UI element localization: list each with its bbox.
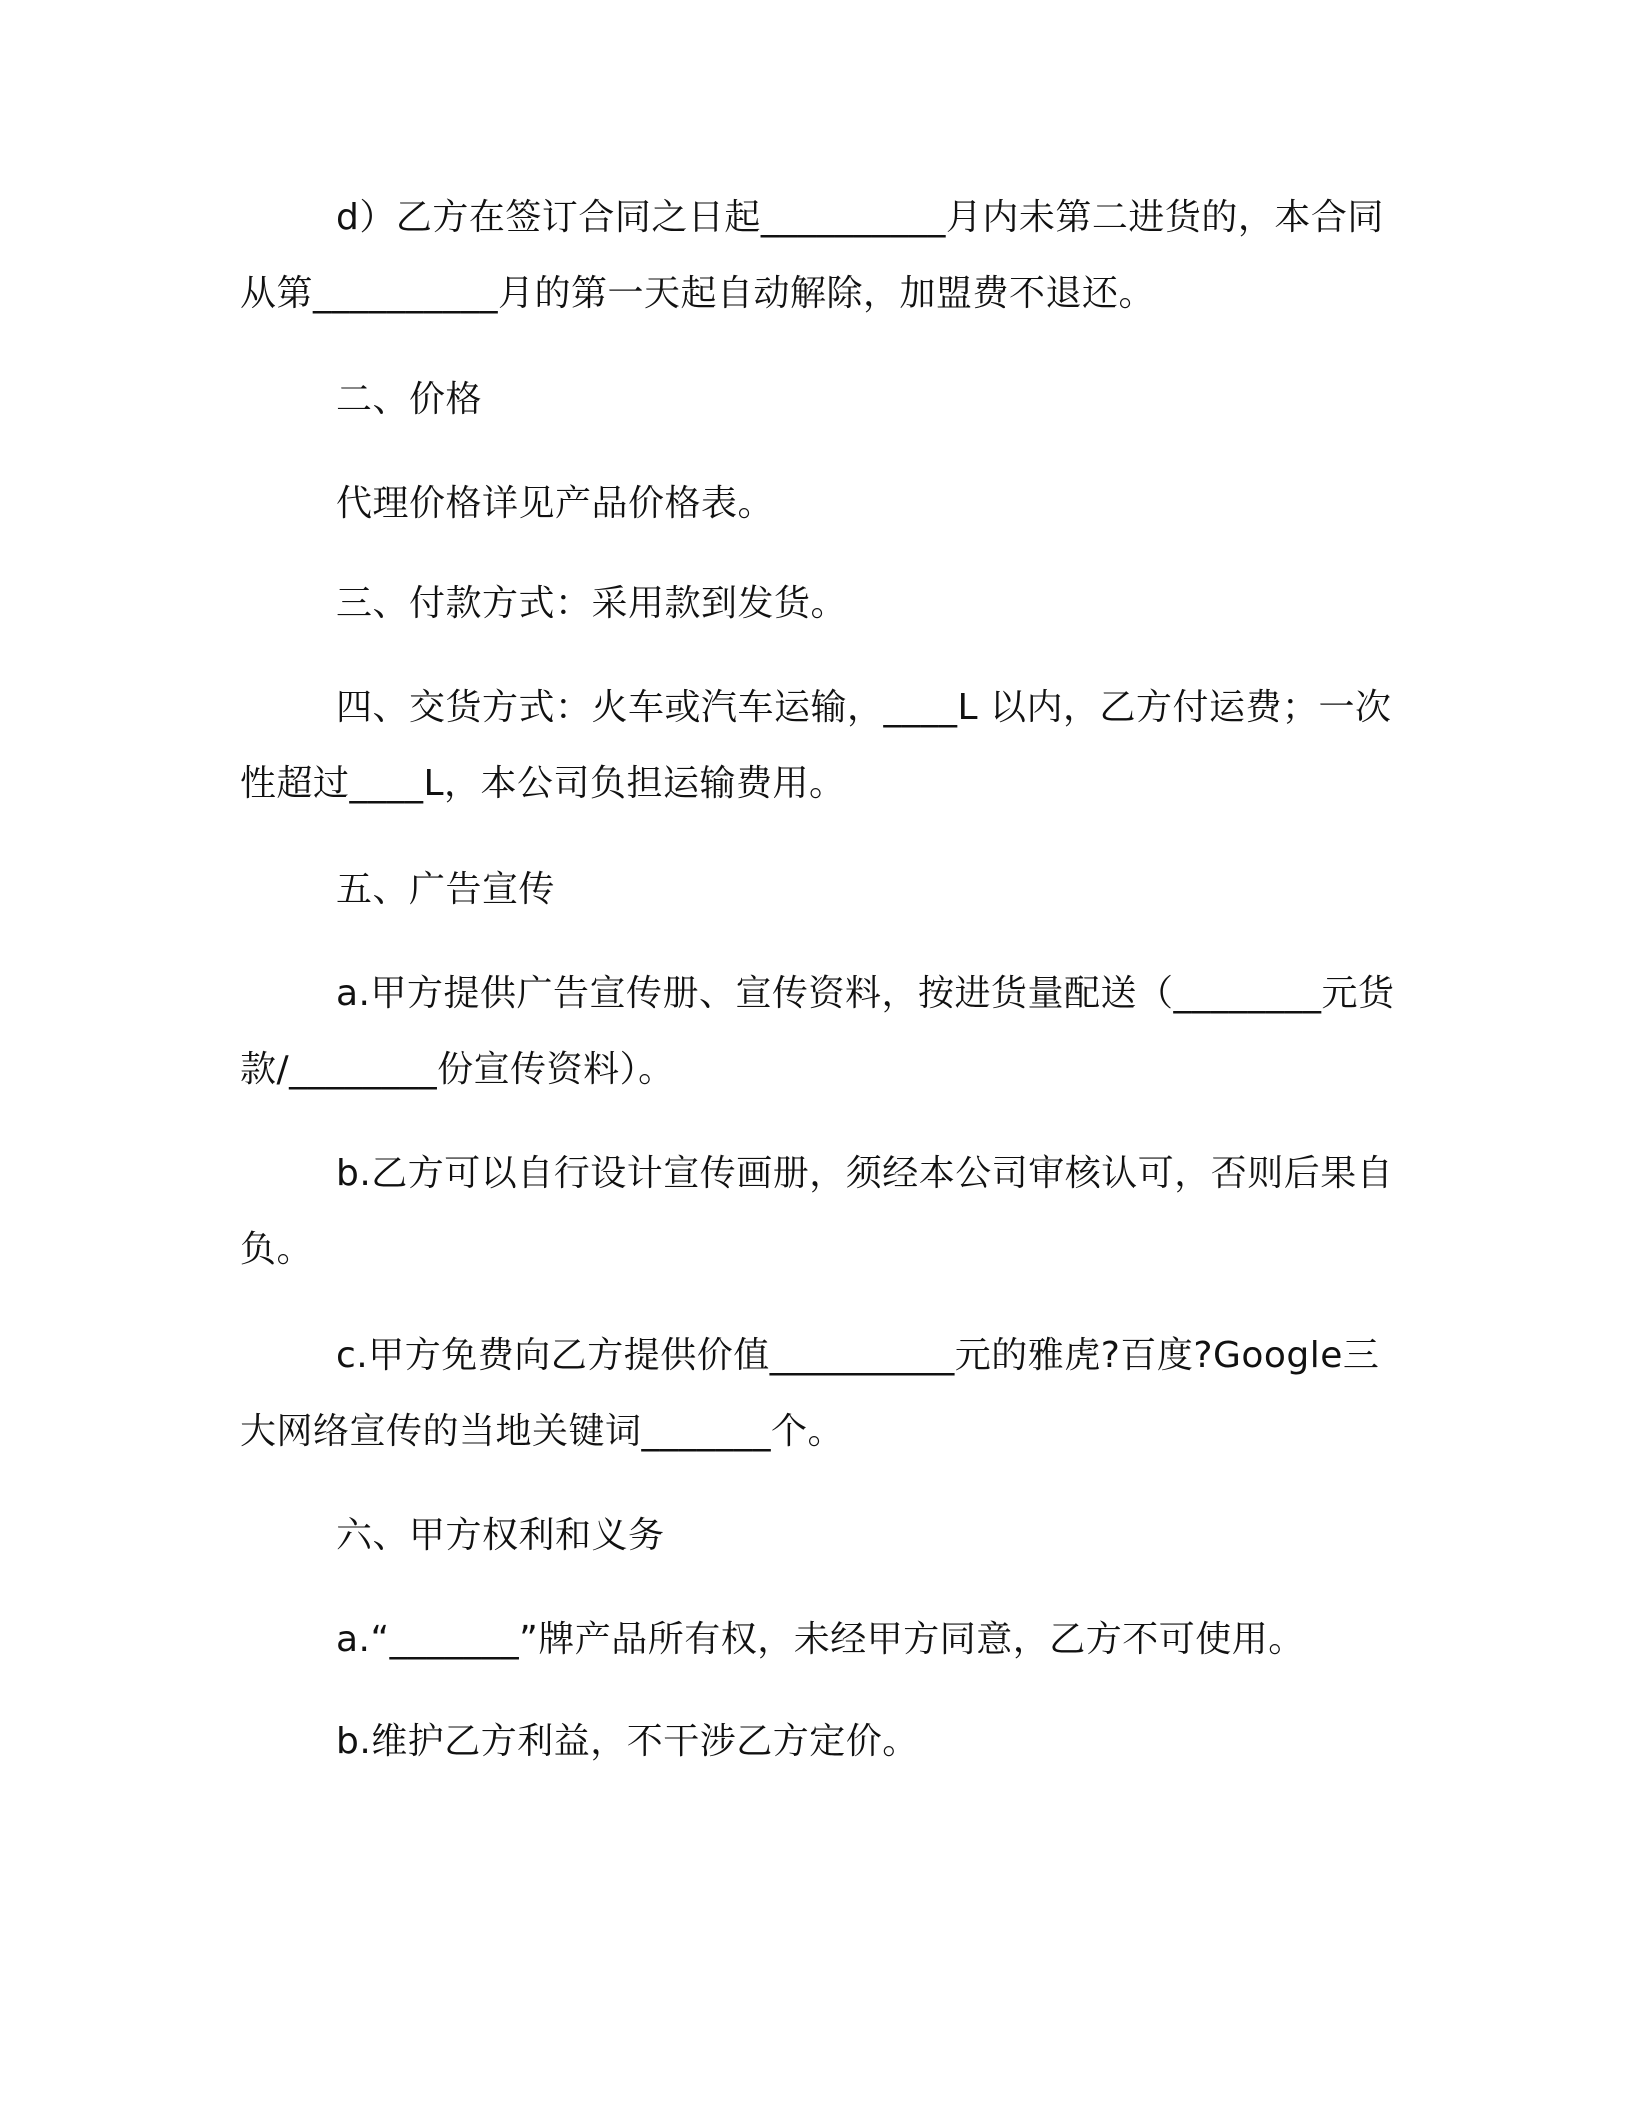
clause-d-termination: d）乙方在签订合同之日起__________月内未第二进货的，本合同从第__________月的第一天起自动解除，加盟费不退还。 xyxy=(240,197,1384,314)
section-heading-payment: 三、付款方式：采用款到发货。 xyxy=(336,583,848,624)
clause-c-keywords: c.甲方免费向乙方提供价值__________元的雅虎?百度?Google三大网络宣传的当地关键词_______个。 xyxy=(240,1335,1380,1452)
section-heading-party-a-rights: 六、甲方权利和义务 xyxy=(336,1515,665,1556)
section-heading-advertising: 五、广告宣传 xyxy=(336,869,556,910)
clause-b-pricing: b.维护乙方利益，不干涉乙方定价。 xyxy=(336,1721,919,1762)
section-heading-price: 二、价格 xyxy=(336,379,483,420)
clause-a-brochures: a.甲方提供广告宣传册、宣传资料，按进货量配送（________元货款/________份宣传资料）。 xyxy=(240,973,1395,1090)
clause-a-ownership: a.“_______”牌产品所有权，未经甲方同意，乙方不可使用。 xyxy=(336,1619,1305,1660)
clause-b-self-design: b.乙方可以自行设计宣传画册，须经本公司审核认可，否则后果自负。 xyxy=(240,1153,1394,1270)
price-text: 代理价格详见产品价格表。 xyxy=(336,483,775,524)
section-delivery: 四、交货方式：火车或汽车运输，____L 以内，乙方付运费；一次性超过____L，本公司负担运输费用。 xyxy=(240,687,1392,804)
